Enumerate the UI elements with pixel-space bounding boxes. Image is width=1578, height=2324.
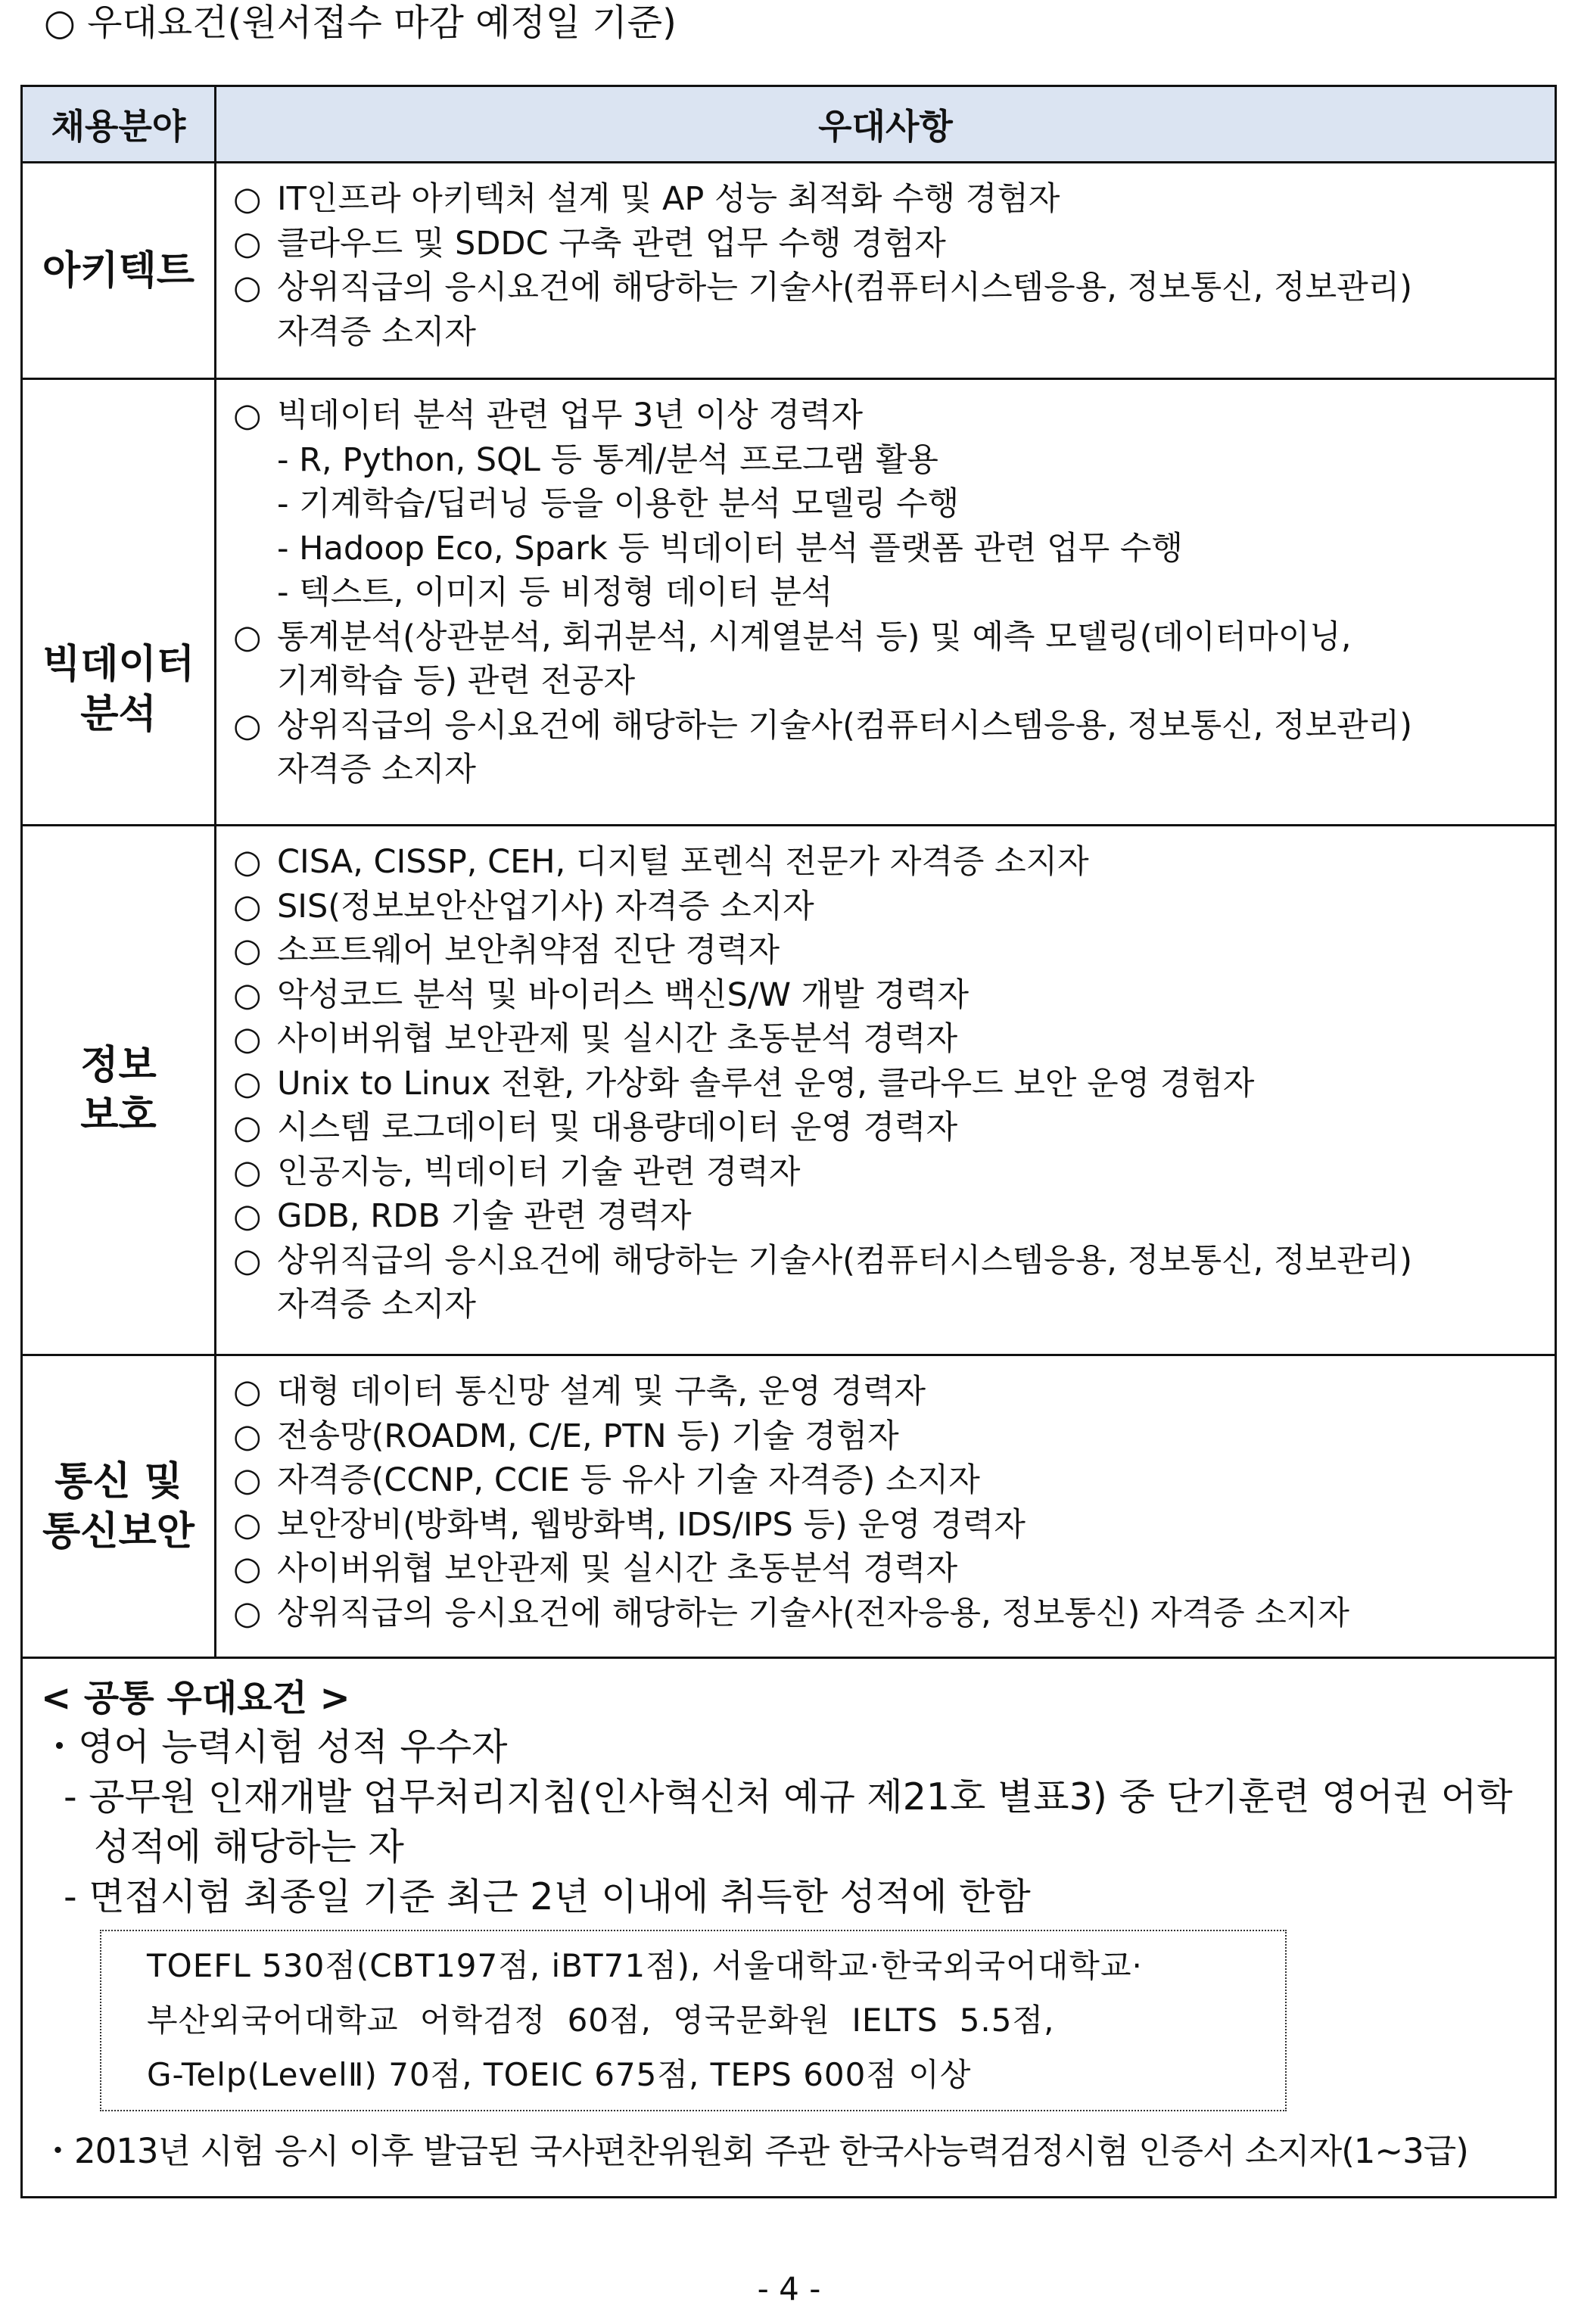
item-text: 사이버위협 보안관제 및 실시간 초동분석 경력자 [277, 1550, 958, 1588]
field-name-part: 정보 [80, 1042, 157, 1088]
item-text: 대형 데이터 통신망 설계 및 구축, 운영 경력자 [277, 1373, 926, 1411]
field-name-part: 분석 [80, 691, 157, 737]
item-text: SIS(정보보안산업기사) 자격증 소지자 [277, 887, 814, 926]
item-text: 빅데이터 분석 관련 업무 3년 이상 경력자 [277, 397, 863, 434]
preference-item [233, 177, 1544, 222]
item-text: 클라우드 및 SDDC 구축 관련 업무 수행 경험자 [277, 224, 946, 263]
item-text: 상위직급의 응시요건에 해당하는 기술사(전자응용, 정보통신) 자격증 소지자 [277, 1594, 1349, 1632]
preference-item [233, 1547, 1544, 1591]
table-header-row [22, 86, 1556, 163]
item-text: IT인프라 아키텍처 설계 및 AP 성능 최적화 수행 경험자 [277, 180, 1060, 218]
preference-item [233, 1414, 1544, 1459]
field-name [22, 826, 216, 1355]
score-line: TOEFL 530점(CBT197점, iBT71점), 서울대학교·한국외국어대학교· [147, 1947, 1143, 1984]
table-row [22, 163, 1556, 379]
score-line: G-Telp(LevelⅡ) 70점, TOEIC 675점, TEPS 600점 이상 [147, 2056, 972, 2093]
circle-bullet-icon: ○ [233, 1550, 262, 1588]
preference-item: 자격증 소지자 [277, 313, 476, 351]
circle-bullet-icon: ○ [233, 1461, 262, 1499]
preference-item: 자격증 소지자 [277, 751, 476, 789]
item-text: 전송망(ROADM, C/E, PTN 등) 기술 경험자 [277, 1417, 899, 1455]
field-name [22, 1355, 216, 1658]
preference-item [233, 1106, 1544, 1150]
preference-item [233, 1370, 1544, 1414]
item-text: 통계분석(상관분석, 회귀분석, 시계열분석 등) 및 예측 모델링(데이터마이닝, [277, 618, 1352, 656]
preference-item [233, 394, 1544, 438]
circle-bullet-icon: ○ [233, 269, 262, 306]
preference-item [233, 1017, 1544, 1062]
circle-bullet-icon: ○ [233, 1197, 262, 1235]
page-number: - 4 - [757, 2270, 821, 2307]
item-text: 상위직급의 응시요건에 해당하는 기술사(컴퓨터시스템응용, 정보통신, 정보관리) [277, 269, 1412, 306]
circle-bullet-icon: ○ [233, 887, 262, 926]
preference-item [233, 222, 1544, 266]
item-text: 소프트웨어 보안취약점 진단 경력자 [277, 932, 780, 969]
item-text: 사이버위협 보안관제 및 실시간 초동분석 경력자 [277, 1020, 958, 1058]
preference-item: - 텍스트, 이미지 등 비정형 데이터 분석 [277, 574, 833, 611]
preference-item [233, 929, 1544, 973]
field-name-part: 보호 [80, 1092, 157, 1138]
circle-bullet-icon: ○ [233, 224, 262, 263]
circle-bullet-icon: ○ [233, 843, 262, 881]
item-text: 상위직급의 응시요건에 해당하는 기술사(컴퓨터시스템응용, 정보통신, 정보관리) [277, 706, 1412, 745]
preference-item [233, 1591, 1544, 1636]
item-text: 자격증(CCNP, CCIE 등 유사 기술 자격증) 소지자 [277, 1461, 980, 1499]
preference-item: 자격증 소지자 [277, 1286, 476, 1324]
preference-items [216, 826, 1556, 1355]
preference-item: - R, Python, SQL 등 통계/분석 프로그램 활용 [277, 440, 938, 479]
common-dash-1: - 공무원 인재개발 업무처리지침(인사혁신처 예규 제21호 별표3) 중 단기훈련 영어권 어학성적에 해당하는 자 [64, 1775, 1513, 1868]
common-dash-2: - 면접시험 최종일 기준 최근 2년 이내에 취득한 성적에 한함 [64, 1875, 1031, 1918]
common-bullet-english: ・영어 능력시험 성적 우수자 [41, 1725, 508, 1769]
field-name-part: 아키텍트 [42, 247, 195, 294]
circle-bullet-icon: ○ [233, 397, 262, 434]
field-name-part: 통신 및 [54, 1458, 182, 1504]
table-row [22, 1355, 1556, 1658]
field-name-part: 통신보안 [42, 1508, 195, 1554]
circle-bullet-icon: ○ [233, 1505, 262, 1544]
circle-bullet-icon: ○ [233, 1064, 262, 1103]
item-text: GDB, RDB 기술 관련 경력자 [277, 1197, 692, 1235]
item-text: 상위직급의 응시요건에 해당하는 기술사(컴퓨터시스템응용, 정보통신, 정보관리) [277, 1241, 1412, 1280]
field-name-part: 빅데이터 [42, 641, 195, 687]
common-title: < 공통 우대요건 > [41, 1677, 350, 1719]
preference-item [233, 1503, 1544, 1548]
circle-bullet-icon: ○ [233, 1417, 262, 1455]
preference-item [233, 1150, 1544, 1195]
score-box [100, 1930, 1287, 2111]
circle-bullet-icon: ○ [233, 1241, 262, 1280]
circle-bullet-icon: ○ [233, 706, 262, 745]
preference-item [233, 1239, 1544, 1283]
header-field: 채용분야 [22, 86, 216, 163]
common-requirements [22, 1658, 1556, 2198]
item-text: 시스템 로그데이터 및 대용량데이터 운영 경력자 [277, 1109, 958, 1146]
preference-items [216, 1355, 1556, 1658]
item-text: 악성코드 분석 및 바이러스 백신S/W 개발 경력자 [277, 975, 969, 1014]
header-preference: 우대사항 [216, 86, 1556, 163]
preference-items [216, 379, 1556, 826]
circle-bullet-icon: ○ [233, 618, 262, 656]
item-text: 인공지능, 빅데이터 기술 관련 경력자 [277, 1153, 801, 1191]
preference-item [233, 885, 1544, 929]
field-name [22, 379, 216, 826]
preference-item [233, 1458, 1544, 1503]
circle-bullet-icon: ○ [233, 1373, 262, 1411]
preference-item: - 기계학습/딥러닝 등을 이용한 분석 모델링 수행 [277, 485, 960, 523]
field-name [22, 163, 216, 379]
preference-item [233, 1062, 1544, 1106]
preference-item [233, 704, 1544, 748]
preference-item [233, 840, 1544, 885]
item-text: CISA, CISSP, CEH, 디지털 포렌식 전문가 자격증 소지자 [277, 843, 1089, 881]
circle-bullet-icon: ○ [233, 975, 262, 1014]
preference-item [233, 973, 1544, 1018]
circle-bullet-icon: ○ [233, 932, 262, 969]
circle-bullet-icon: ○ [233, 1153, 262, 1191]
item-text: Unix to Linux 전환, 가상화 솔루션 운영, 클라우드 보안 운영 경험자 [277, 1064, 1255, 1103]
table-row [22, 826, 1556, 1355]
preference-table [20, 85, 1557, 2198]
preference-item: - Hadoop Eco, Spark 등 빅데이터 분석 플랫폼 관련 업무 수행 [277, 529, 1184, 568]
table-row [22, 379, 1556, 826]
common-bullet-history: ・2013년 시험 응시 이후 발급된 국사편찬위원회 주관 한국사능력검정시험 인증서 소지자(1~3급) [41, 2131, 1468, 2171]
preference-item [233, 266, 1544, 310]
preference-items [216, 163, 1556, 379]
preference-item [233, 1194, 1544, 1239]
circle-bullet-icon: ○ [233, 180, 262, 218]
circle-bullet-icon: ○ [233, 1109, 262, 1146]
preference-item: 기계학습 등) 관련 전공자 [277, 662, 636, 700]
score-line: 부산외국어대학교 어학검정 60점, 영국문화원 IELTS 5.5점, [147, 2002, 1055, 2039]
item-text: 보안장비(방화벽, 웹방화벽, IDS/IPS 등) 운영 경력자 [277, 1505, 1026, 1544]
circle-bullet-icon: ○ [233, 1020, 262, 1058]
circle-bullet-icon: ○ [233, 1594, 262, 1632]
section-heading: ○ 우대요건(원서접수 마감 예정일 기준) [44, 2, 677, 44]
preference-item [233, 615, 1544, 660]
